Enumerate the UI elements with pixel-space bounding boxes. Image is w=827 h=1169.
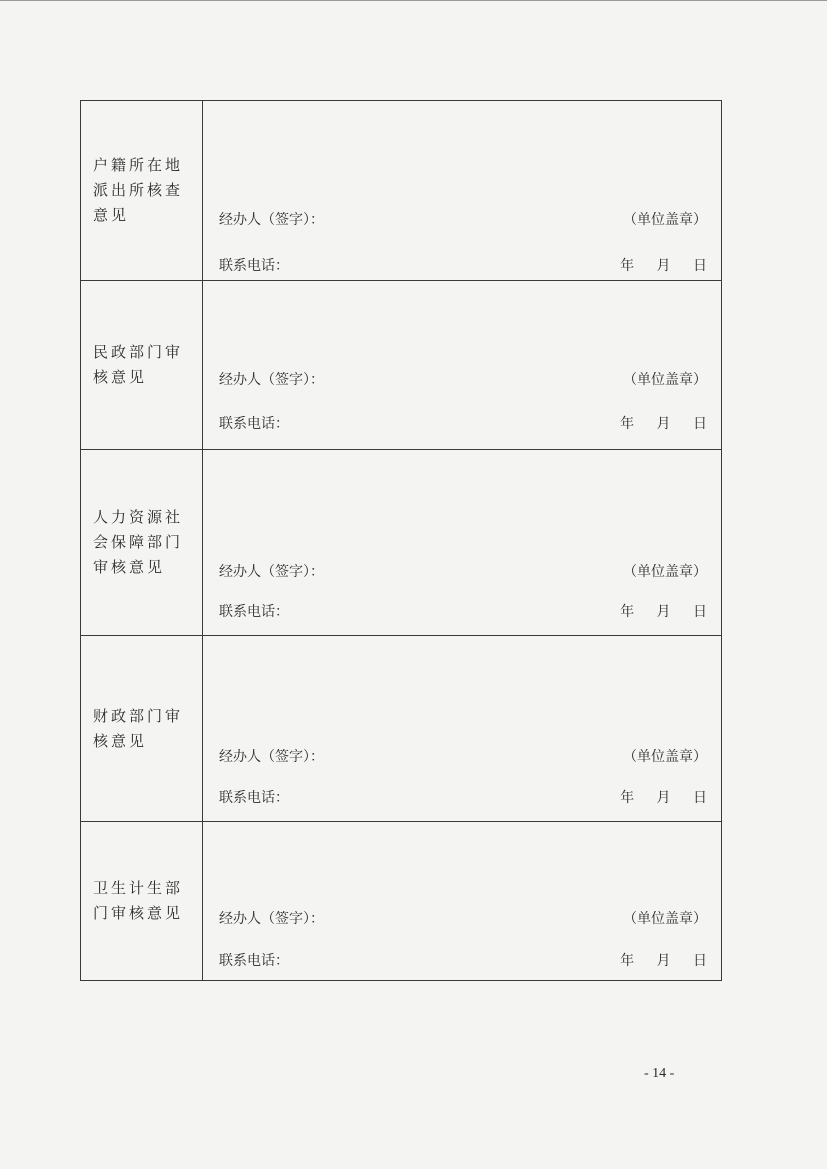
section-row-human-resources [81, 450, 722, 636]
section-content [203, 101, 722, 281]
date-label: 年 月 日 [620, 953, 707, 969]
contact-phone-label: 联系电话： [219, 604, 289, 620]
section-row-civil-affairs [81, 281, 722, 450]
section-content [203, 281, 722, 450]
phone-row [219, 255, 707, 275]
handler-row [219, 369, 707, 389]
unit-seal-label: （单位盖章） [623, 372, 707, 388]
section-row-finance [81, 636, 722, 822]
phone-row [219, 787, 707, 807]
date-label: 年 月 日 [620, 790, 707, 806]
section-content [203, 822, 722, 981]
phone-row [219, 601, 707, 621]
phone-row [219, 413, 707, 433]
unit-seal-label: （单位盖章） [623, 212, 707, 228]
section-row-health [81, 822, 722, 981]
handler-signature-label: 经办人（签字）： [219, 911, 324, 927]
date-label: 年 月 日 [620, 416, 707, 432]
handler-signature-label: 经办人（签字）： [219, 564, 324, 580]
handler-row [219, 908, 707, 928]
section-label: 卫生计生部门审核意见 [81, 822, 203, 981]
handler-row [219, 561, 707, 581]
handler-signature-label: 经办人（签字）： [219, 212, 324, 228]
section-row-police [81, 101, 722, 281]
contact-phone-label: 联系电话： [219, 953, 289, 969]
date-label: 年 月 日 [620, 258, 707, 274]
section-content [203, 450, 722, 636]
handler-row [219, 209, 707, 229]
contact-phone-label: 联系电话： [219, 258, 289, 274]
handler-signature-label: 经办人（签字）： [219, 749, 324, 765]
page-number: - 14 - [644, 1066, 675, 1081]
handler-row [219, 746, 707, 766]
handler-signature-label: 经办人（签字）： [219, 372, 324, 388]
unit-seal-label: （单位盖章） [623, 749, 707, 765]
contact-phone-label: 联系电话： [219, 416, 289, 432]
unit-seal-label: （单位盖章） [623, 564, 707, 580]
date-label: 年 月 日 [620, 604, 707, 620]
phone-row [219, 950, 707, 970]
section-label: 人力资源社会保障部门审核意见 [81, 450, 203, 636]
section-label: 户籍所在地派出所核查意见 [81, 101, 203, 281]
section-label: 财政部门审核意见 [81, 636, 203, 822]
page-top-edge [0, 0, 827, 7]
section-label: 民政部门审核意见 [81, 281, 203, 450]
section-content [203, 636, 722, 822]
contact-phone-label: 联系电话： [219, 790, 289, 806]
unit-seal-label: （单位盖章） [623, 911, 707, 927]
review-opinion-table [80, 100, 722, 981]
